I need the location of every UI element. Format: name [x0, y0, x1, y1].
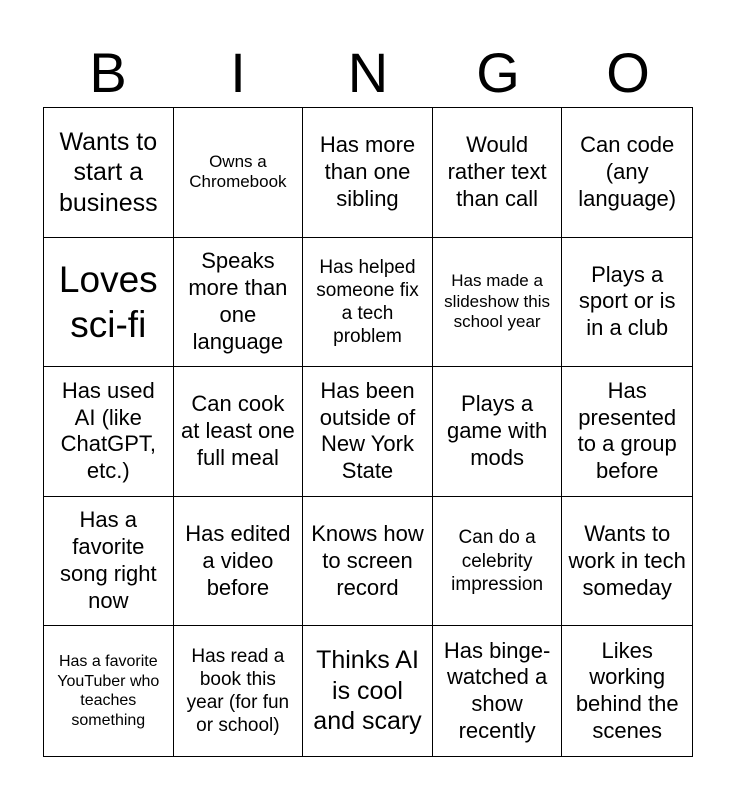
bingo-cell[interactable] — [562, 367, 692, 497]
header-letter-i: I — [230, 41, 246, 104]
header-letter-b: B — [89, 41, 127, 104]
bingo-cell[interactable] — [174, 367, 304, 497]
bingo-cell[interactable] — [433, 367, 563, 497]
cell-text: Has read a book this year (for fun or school) — [186, 645, 290, 737]
cell-text: Has been outside of New York State — [319, 377, 416, 484]
bingo-cell[interactable] — [303, 497, 433, 627]
cell-text: Has edited a video before — [185, 520, 291, 600]
bingo-cell[interactable] — [174, 626, 304, 756]
cell-text: Has binge-watched a show recently — [443, 637, 551, 744]
cell-text: Has more than one sibling — [319, 132, 416, 211]
bingo-cell[interactable] — [562, 626, 692, 756]
cell-text: Wants to start a business — [58, 127, 158, 217]
bingo-cell[interactable] — [44, 626, 174, 756]
bingo-cell[interactable] — [44, 497, 174, 627]
cell-text: Can do a celebrity impression — [451, 527, 544, 595]
bingo-cell[interactable] — [174, 497, 304, 627]
cell-text: Likes working behind the scenes — [575, 637, 679, 744]
bingo-cell[interactable] — [174, 108, 304, 238]
cell-text: Has helped someone fix a tech problem — [316, 256, 419, 348]
bingo-cell[interactable] — [44, 108, 174, 238]
bingo-header — [43, 38, 693, 108]
header-letter-g: G — [476, 41, 520, 104]
bingo-board — [43, 107, 693, 757]
bingo-cell[interactable] — [303, 367, 433, 497]
bingo-cell[interactable] — [433, 626, 563, 756]
bingo-cell[interactable] — [303, 108, 433, 238]
bingo-cell[interactable] — [562, 108, 692, 238]
cell-text: Has a favorite YouTuber who teaches something — [57, 653, 160, 729]
bingo-cell[interactable] — [433, 238, 563, 368]
bingo-cell[interactable] — [433, 108, 563, 238]
cell-text: Owns a Chromebook — [189, 151, 287, 192]
cell-text: Thinks AI is cool and scary — [313, 646, 422, 736]
bingo-cell[interactable] — [562, 238, 692, 368]
cell-text: Would rather text than call — [447, 132, 547, 211]
cell-text: Wants to work in tech someday — [568, 520, 686, 600]
header-letter-o: O — [606, 41, 650, 104]
bingo-cell[interactable] — [44, 367, 174, 497]
cell-text: Can code (any language) — [578, 132, 677, 211]
cell-text: Has used AI (like ChatGPT, etc.) — [60, 377, 156, 484]
cell-text: Has a favorite song right now — [59, 507, 157, 613]
cell-text: Has presented to a group before — [577, 377, 677, 484]
bingo-cell[interactable] — [303, 626, 433, 756]
cell-text: Plays a sport or is in a club — [578, 261, 676, 341]
cell-text: Loves sci-fi — [58, 258, 158, 345]
bingo-cell[interactable] — [433, 497, 563, 627]
cell-text: Can cook at least one full meal — [181, 391, 295, 470]
bingo-cell[interactable] — [44, 238, 174, 368]
cell-text: Has made a slideshow this school year — [444, 270, 550, 332]
cell-text: Knows how to screen record — [311, 520, 424, 600]
header-letter-n: N — [347, 41, 389, 104]
cell-text: Plays a game with mods — [446, 391, 548, 470]
cell-text: Speaks more than one language — [188, 248, 288, 354]
bingo-cell[interactable] — [562, 497, 692, 627]
bingo-cell[interactable] — [174, 238, 304, 368]
bingo-cell[interactable] — [303, 238, 433, 368]
